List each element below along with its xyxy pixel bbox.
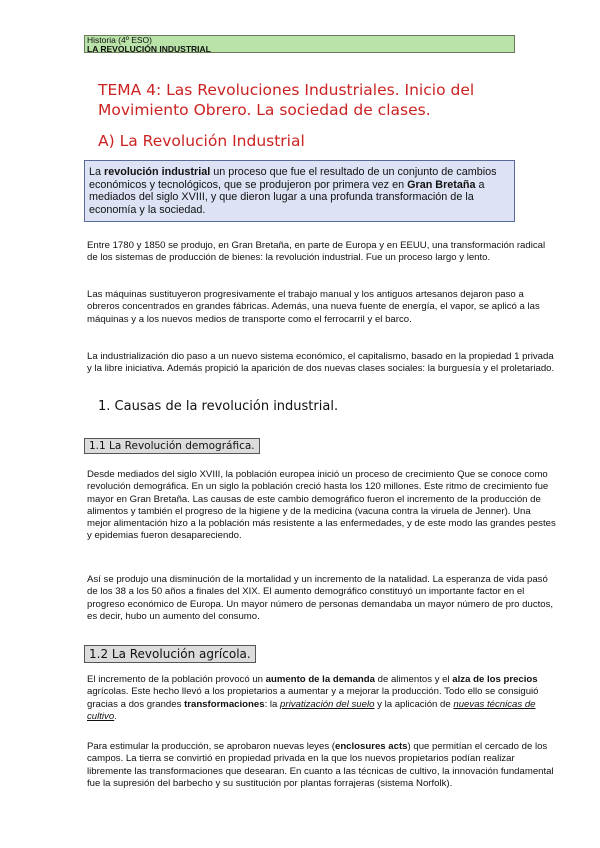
demografica-heading: 1.1 La Revolución demográfica. — [84, 438, 260, 454]
paragraph-1: Entre 1780 y 1850 se produjo, en Gran Bretaña, en parte de Europa y en EEUU, una transformación radical de los sistemas de producción de bienes: la revolución industrial. Fue un proceso largo y lento. — [87, 240, 546, 264]
agricola-text: ) que permitían el cercado de los campos. La tierra se convirtió en propiedad privada en la que los nuevos propietarios podían realizar libremente las transformaciones que desearan. En cuanto a las técnicas de cultivo, la innovación fundamental fue la supresión del barbecho y su sustitución por plantas forrajeras (sistema Norfolk). — [87, 741, 554, 789]
intro-text: a mediados del siglo XVIII, y que dieron lugar a una profunda transformación de la economía y la sociedad. — [89, 178, 485, 216]
intro-definition-box — [84, 160, 515, 222]
demografica-paragraph-1: Desde mediados del siglo XVIII, la población europea inició un proceso de crecimiento Que se conoce como revolución demográfica. En un siglo la población creció hasta los 120 millones. Este ritmo de crecimiento fue mayor en Gran Bretaña. Las causas de este cambio demográfico fueron el incremento de la producción de alimentos y también el progreso de la higiene y de la medicina (vacuna contra la viruela de Jenner). Una mejor alimentación hizo a la población más resistente a las enfermedades, y de este modo las grandes pestes y epidemias fueron desapareciendo. — [87, 469, 556, 542]
document-header — [84, 35, 515, 53]
agricola-text: El incremento de la población provocó un — [87, 674, 266, 685]
demografica-paragraph-2: Así se produjo una disminución de la mortalidad y un incremento de la natalidad. La esperanza de vida pasó de los 38 a los 50 años a finales del XIX. El aumento demográfico constituyó un importante factor en el progreso económico de Europa. Un mayor número de personas demandaba un mayor número de pro ductos, es decir, hubo un aumento del consumo. — [87, 574, 554, 622]
agricola-paragraph-2 — [87, 741, 557, 790]
agricola-text: : la — [264, 698, 281, 710]
agricola-paragraph-1 — [87, 674, 557, 723]
page-title — [98, 80, 538, 120]
agricola-text: . — [114, 710, 117, 722]
agricola-bold-term: enclosures acts — [334, 741, 408, 752]
title-line-1: TEMA 4: Las Revoluciones Industriales. Inicio del — [98, 81, 475, 99]
intro-place: Gran Bretaña — [407, 178, 476, 191]
agricola-text: agrícolas. Este hecho llevó a los propietarios a aumentar y a mejorar la producción. Todo ello se consiguió gracias a dos grandes — [87, 686, 539, 710]
intro-text: La — [89, 166, 105, 178]
causas-heading: 1. Causas de la revolución industrial. — [98, 399, 339, 414]
agricola-text: y la aplicación de — [374, 698, 454, 710]
agricola-underlined-term: nuevas técnicas de cultivo — [87, 698, 536, 722]
agricola-text: Para estimular la producción, se aprobaron nuevas leyes ( — [87, 741, 335, 752]
agricola-bold-term: alza de los precios — [452, 674, 538, 685]
paragraph-2: Las máquinas sustituyeron progresivamente el trabajo manual y los antiguos artesanos dejaron paso a obreros concentrados en grandes fábricas. Además, una nueva fuente de energía, el vapor, se aplicó a las máquinas y a los nuevos medios de transporte como el ferrocarril y el barco. — [87, 289, 540, 325]
paragraph-3: La industrialización dio paso a un nuevo sistema económico, el capitalismo, basado en la propiedad 1 privada y la libre iniciativa. Además propició la aparición de dos nuevas clases sociales: la burguesía y el proletariado. — [87, 351, 555, 375]
agricola-bold-term: aumento de la demanda — [265, 674, 375, 685]
agricola-text: de alimentos y el — [374, 674, 453, 685]
agricola-heading: 1.2 La Revolución agrícola. — [84, 645, 256, 663]
intro-term: revolución industrial — [104, 166, 211, 178]
section-a-heading: A) La Revolución Industrial — [98, 132, 305, 150]
title-line-2: Movimiento Obrero. La sociedad de clases. — [98, 101, 431, 119]
agricola-underlined-term: privatización del suelo — [280, 698, 375, 710]
intro-text: un proceso que fue el resultado de un conjunto de cambios económicos y tecnológicos, que se produjeron por primera vez en — [89, 166, 497, 191]
agricola-bold-term: transformaciones — [184, 698, 265, 710]
course-label: Historia (4º ESO) — [87, 35, 152, 45]
unit-label: LA REVOLUCIÓN INDUSTRIAL — [87, 43, 211, 54]
